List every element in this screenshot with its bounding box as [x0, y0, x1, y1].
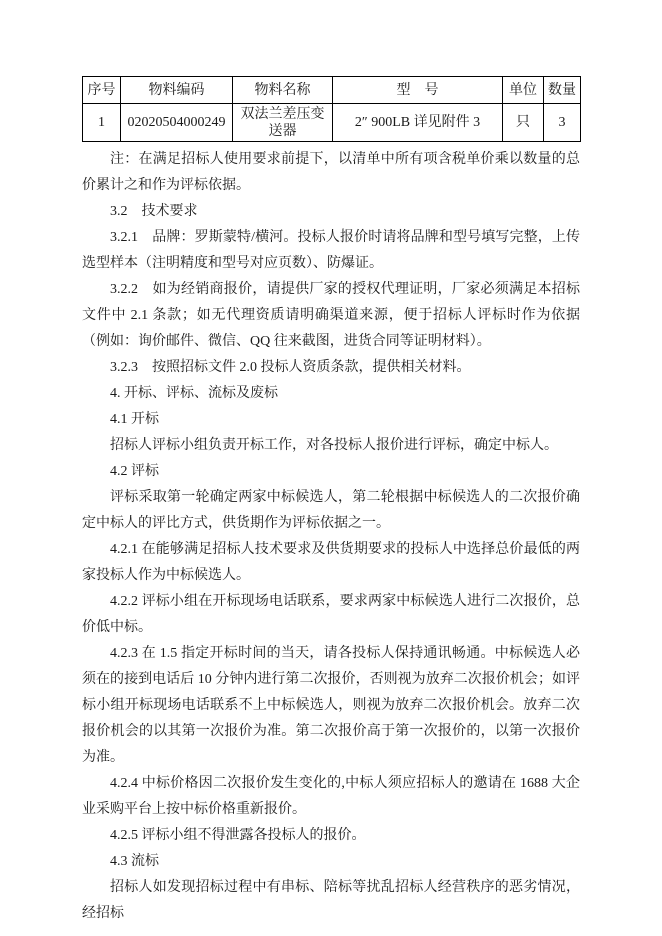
paragraph-4-2-2-second-quote: 4.2.2 评标小组在开标现场电话联系，要求两家中标候选人进行二次报价，总价低中标。 [82, 594, 580, 635]
table-header-row [83, 77, 581, 104]
paragraph-3-2-2-dealer-quote: 3.2.2 如为经销商报价，请提供厂家的授权代理证明，厂家必须满足本招标文件中 2.1 条款；如无代理资质请明确渠道来源，便于招标人评标时作为依据（例如：询价邮件、微信、QQ 往来截图，进货合同等证明材料）。 [82, 282, 580, 349]
paragraph-note: 注：在满足招标人使用要求前提下，以清单中所有项含税单价乘以数量的总价累计之和作为评标依据。 [82, 152, 580, 193]
cell-unit: 只 [503, 104, 544, 142]
document-body [82, 147, 580, 927]
col-header-material-name: 物料名称 [233, 77, 333, 104]
paragraph-3-2-3-qualification: 3.2.3 按照招标文件 2.0 投标人资质条款，提供相关材料。 [110, 360, 471, 375]
col-header-model: 型 号 [333, 77, 503, 104]
heading-3-2-technical-requirements: 3.2 技术要求 [110, 204, 198, 219]
heading-4-3-failed-bid: 4.3 流标 [110, 854, 159, 869]
paragraph-4-2-1-candidates: 4.2.1 在能够满足招标人技术要求及供货期要求的投标人中选择总价最低的两家投标人作为中标候选人。 [82, 542, 580, 583]
paragraph-3-2-1-brand: 3.2.1 品牌：罗斯蒙特/横河。投标人报价时请将品牌和型号填写完整，上传选型样本（注明精度和型号对应页数）、防爆证。 [82, 230, 580, 271]
table-row [83, 104, 581, 142]
paragraph-open-bid-team: 招标人评标小组负责开标工作，对各投标人报价进行评标，确定中标人。 [110, 438, 558, 453]
col-header-seq-no: 序号 [83, 77, 121, 104]
cell-material-code: 02020504000249 [121, 104, 233, 142]
paragraph-collusion: 招标人如发现招标过程中有串标、陪标等扰乱招标人经营秩序的恶劣情况，经招标 [82, 880, 580, 921]
paragraph-4-2-5-no-disclosure: 4.2.5 评标小组不得泄露各投标人的报价。 [110, 828, 366, 843]
heading-4-2-evaluation: 4.2 评标 [110, 464, 159, 479]
cell-quantity: 3 [544, 104, 581, 142]
material-table [82, 76, 581, 142]
heading-4-1-open-bid: 4.1 开标 [110, 412, 159, 427]
paragraph-4-2-3-phone-contact: 4.2.3 在 1.5 指定开标时间的当天，请各投标人保持通讯畅通。中标候选人必须在的接到电话后 10 分钟内进行第二次报价，否则视为放弃二次报价机会；如评标小组开标现场电话联系不上中标候选人，则视为放弃二次报价机会。放弃二次报价机会的以其第一次报价为准。第二次报价高于第一次报价的，以第一次报价为准。 [82, 646, 580, 765]
col-header-unit: 单位 [503, 77, 544, 104]
cell-model: 2″ 900LB 详见附件 3 [333, 104, 503, 142]
col-header-material-code: 物料编码 [121, 77, 233, 104]
paragraph-4-2-4-platform-requote: 4.2.4 中标价格因二次报价发生变化的,中标人须应招标人的邀请在 1688 大企业采购平台上按中标价格重新报价。 [82, 776, 580, 817]
cell-material-name: 双法兰差压变送器 [233, 104, 333, 142]
paragraph-evaluation-method: 评标采取第一轮确定两家中标候选人，第二轮根据中标候选人的二次报价确定中标人的评比方式，供货期作为评标依据之一。 [82, 490, 580, 531]
col-header-quantity: 数量 [544, 77, 581, 104]
cell-seq-no: 1 [83, 104, 121, 142]
document-content [82, 76, 580, 927]
heading-4-bid-opening: 4. 开标、评标、流标及废标 [110, 386, 278, 401]
